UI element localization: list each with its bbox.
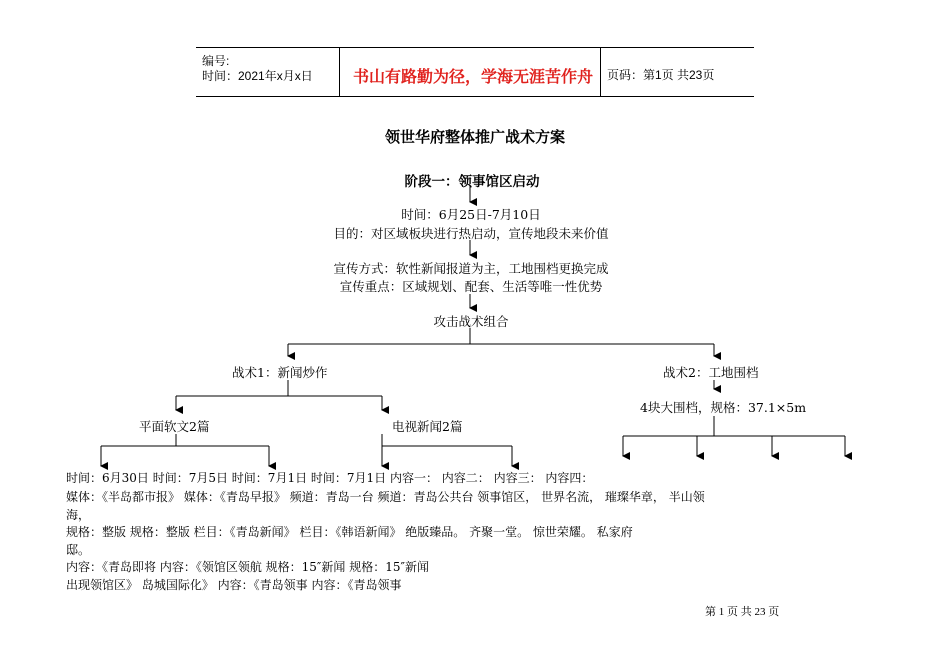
info-goal: 目的：对区域板块进行热启动，宣传地段未来价值 [333,226,609,241]
detail-row-2: 媒体：《半岛都市报》 媒体：《青岛早报》 频道：青岛一台 频道：青岛公共台 领事馆区， 世界名流， 璀璨华章， 半山领 [66,490,705,504]
tactic2-label: 战术2：工地围档 [663,365,759,380]
detail-row-5: 邸。 [66,543,91,557]
doc-title: 领世华府整体推广战术方案 [384,128,565,146]
code-label: 编号: [202,54,230,68]
detail-row-7: 出现领馆区》 岛城国际化》 内容：《青岛领事 内容：《青岛领事 [66,578,402,592]
info-time: 时间：6月25日-7月10日 [401,207,541,222]
motto-text: 书山有路勤为径，学海无涯苦作舟 [353,67,594,86]
time-label: 时间：2021年x月x日 [202,69,313,83]
info-focus: 宣传重点：区域规划、配套、生活等唯一性优势 [339,279,603,294]
tactic1-label: 战术1：新闻炒作 [232,365,328,380]
page-footer: 第 1 页 共 23 页 [705,606,780,618]
detail-row-6: 内容：《青岛即将 内容：《领馆区领航 规格：15″新闻 规格：15″新闻 [66,560,429,574]
detail-row-3: 海， [66,508,91,522]
detail-row-4: 规格：整版 规格：整版 栏目：《青岛新闻》 栏目：《韩语新闻》 绝版臻品。 齐聚一堂。 惊世荣耀。 私家府 [66,525,633,539]
combo-label: 攻击战术组合 [433,314,509,329]
detail-row-1: 时间：6月30日 时间：7月5日 时间：7月1日 时间：7月1日 内容一： 内容二： 内容三： 内容四： [66,471,594,485]
page-label: 页码：第1页 共23页 [607,68,715,82]
info-method: 宣传方式：软性新闻报道为主，工地围档更换完成 [333,261,609,276]
tactic2-spec: 4块大围档，规格：37.1×5m [640,400,807,415]
print-label: 平面软文2篇 [139,419,210,434]
tv-label: 电视新闻2篇 [392,419,463,434]
stage-title: 阶段一：领事馆区启动 [404,174,540,190]
